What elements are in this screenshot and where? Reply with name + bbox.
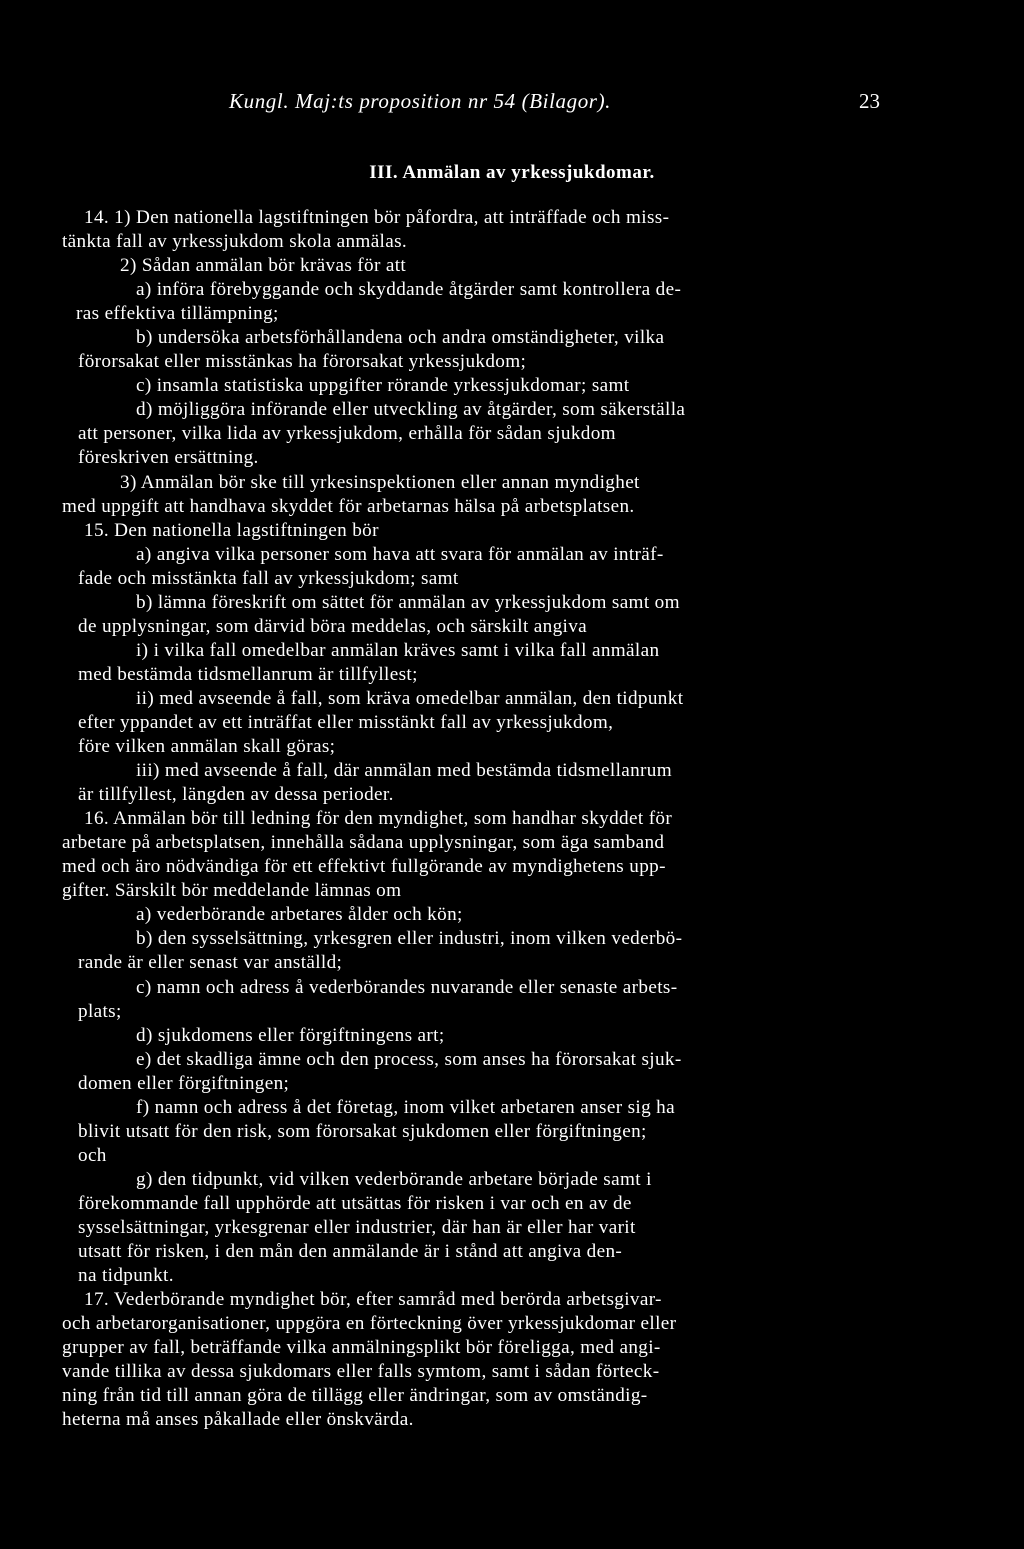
text-line: gifter. Särskilt bör meddelande lämnas om [62,880,402,902]
text-line: domen eller förgiftningen; [78,1072,290,1094]
text-line: na tidpunkt. [78,1265,174,1287]
text-line: tänkta fall av yrkessjukdom skola anmälas. [62,231,408,253]
text-line: heterna må anses påkallade eller önskvärda. [62,1409,414,1431]
text-line: och arbetarorganisationer, uppgöra en förteckning över yrkessjukdomar eller [62,1313,677,1335]
text-line: 15. Den nationella lagstiftningen bör [84,519,379,541]
text-line: med och äro nödvändiga för ett effektivt fullgörande av myndighetens upp- [62,856,666,878]
text-line: iii) med avseende å fall, där anmälan med bestämda tidsmellanrum [136,760,673,782]
text-line: med uppgift att handhava skyddet för arbetarnas hälsa på arbetsplatsen. [62,495,635,517]
text-line: 3) Anmälan bör ske till yrkesinspektionen eller annan myndighet [120,471,640,493]
text-line: f) namn och adress å det företag, inom vilket arbetaren anser sig ha [136,1096,675,1118]
text-line: plats; [78,1000,122,1022]
text-line: och [78,1144,107,1166]
text-line: 2) Sådan anmälan bör krävas för att [120,255,407,277]
text-line: b) lämna föreskrift om sättet för anmälan av yrkessjukdom samt om [136,591,680,613]
text-line: grupper av fall, beträffande vilka anmälningsplikt bör föreligga, med angi- [62,1337,661,1359]
text-line: 16. Anmälan bör till ledning för den myndighet, som handhar skyddet för [84,808,673,830]
text-line: att personer, vilka lida av yrkessjukdom, erhålla för sådan sjukdom [78,423,616,445]
publication-title: Kungl. Maj:ts proposition nr 54 (Bilagor). [229,89,612,113]
text-line: 14. 1) Den nationella lagstiftningen bör påfordra, att inträffade och miss- [84,207,670,228]
text-line: sysselsättningar, yrkesgrenar eller industrier, där han är eller har varit [78,1216,636,1238]
text-line: i) i vilka fall omedelbar anmälan kräves samt i vilka fall anmälan [136,639,660,661]
text-line: blivit utsatt för den risk, som förorsakat sjukdomen eller förgiftningen; [78,1120,647,1142]
text-line: efter yppandet av ett inträffat eller misstänkt fall av yrkessjukdom, [78,711,614,733]
text-line: a) angiva vilka personer som hava att svara för anmälan av inträf- [136,543,664,565]
text-line: c) namn och adress å vederbörandes nuvarande eller senaste arbets- [136,976,678,998]
text-line: d) möjliggöra införande eller utveckling av åtgärder, som säkerställa [136,399,686,421]
text-line: g) den tidpunkt, vid vilken vederbörande arbetare började samt i [136,1168,652,1190]
text-line: c) insamla statistiska uppgifter rörande yrkessjukdomar; samt [136,375,630,397]
section-heading: III. Anmälan av yrkessjukdomar. [369,162,655,183]
text-line: ii) med avseende å fall, som kräva omedelbar anmälan, den tidpunkt [136,687,684,709]
text-line: med bestämda tidsmellanrum är tillfyllest; [78,663,418,685]
text-line: de upplysningar, som därvid böra meddelas, och särskilt angiva [78,615,588,637]
text-line: utsatt för risken, i den mån den anmälande är i stånd att angiva den- [78,1241,623,1263]
text-line: föreskriven ersättning. [78,447,259,469]
page-number: 23 [859,89,880,113]
text-line: fade och misstänkta fall av yrkessjukdom; samt [78,567,459,589]
text-line: vande tillika av dessa sjukdomars eller falls symtom, samt i sådan förteck- [62,1361,660,1383]
text-line: rande är eller senast var anställd; [78,952,343,974]
text-line: e) det skadliga ämne och den process, som anses ha förorsakat sjuk- [136,1048,682,1070]
text-line: före vilken anmälan skall göras; [78,736,336,758]
text-line: b) den sysselsättning, yrkesgren eller industri, inom vilken vederbö- [136,928,683,950]
text-line: är tillfyllest, längden av dessa perioder. [78,784,394,806]
text-line: a) vederbörande arbetares ålder och kön; [136,904,463,926]
text-line: 17. Vederbörande myndighet bör, efter samråd med berörda arbetsgivar- [84,1289,662,1311]
text-line: arbetare på arbetsplatsen, innehålla sådana upplysningar, som äga samband [62,832,665,854]
text-line: ning från tid till annan göra de tillägg eller ändringar, som av omständig- [62,1385,648,1407]
text-line: förorsakat eller misstänkas ha förorsakat yrkessjukdom; [78,351,527,373]
text-line: ras effektiva tillämpning; [76,303,279,325]
text-line: d) sjukdomens eller förgiftningens art; [136,1024,445,1046]
text-line: förekommande fall upphörde att utsättas för risken i var och en av de [78,1192,632,1214]
text-line: a) införa förebyggande och skyddande åtgärder samt kontrollera de- [136,279,682,301]
text-line: b) undersöka arbetsförhållandena och andra omständigheter, vilka [136,327,665,349]
body-text [62,206,902,1432]
running-header [0,89,1024,119]
